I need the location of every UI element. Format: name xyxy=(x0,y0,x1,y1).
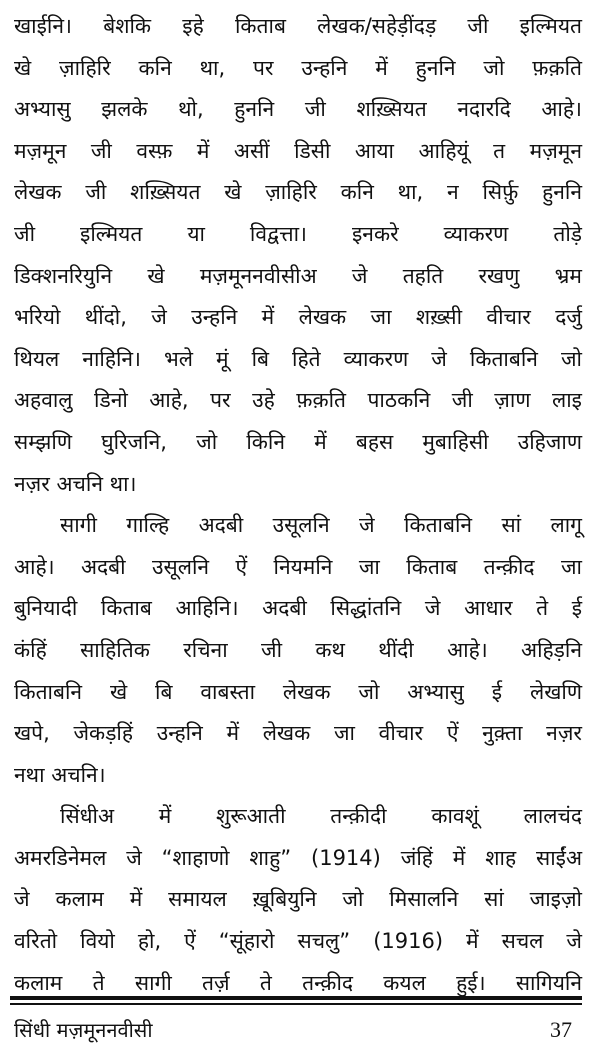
text-line: नथा अचनि। xyxy=(14,762,106,787)
text-line: सम्झणि घुरिजनि, जो किनि में बहस मुबाहिसी उहिजाण xyxy=(14,429,582,454)
text-line: खे ज़ाहिरि कनि था, पर उन्हनि में हुननि जो फ़क़ति xyxy=(14,55,582,80)
footer-rule-thin xyxy=(10,1003,582,1005)
paragraph xyxy=(14,505,582,796)
page-number: 37 xyxy=(550,1017,572,1042)
text-line: खपे, जेकड़हिं उन्हनि में लेखक जा वीचार ऐं नुक़्ता नज़र xyxy=(14,721,582,746)
paragraph xyxy=(14,6,582,505)
text-line: बुनियादी किताब आहिनि। अदबी सिद्धांतनि जे आधार ते ई xyxy=(14,596,582,621)
text-line: जी इल्मियत या विद्वत्ता। इनकरे व्याकरण तोड़े xyxy=(14,221,582,246)
text-line: जे कलाम में समायल ख़ूबियुनि जो मिसालनि सां जाइज़ो xyxy=(14,887,582,912)
text-line: मज़मून जी वस्फ़ में असीं डिसी आया आहियूं त मज़मून xyxy=(14,138,582,163)
running-footer-title: सिंधी मज़मूननवीसी xyxy=(14,1018,153,1042)
text-line: वरितो वियो हो, ऐं “सूंहारो सचलु” (1916) में सचल जे xyxy=(14,929,582,954)
paragraph xyxy=(14,796,582,1004)
text-line: लेखक जी शख़्सियत खे ज़ाहिरि कनि था, न सिर्फ़ु हुननि xyxy=(14,180,582,205)
text-line: अहवालु डिनो आहे, पर उहे फ़क़ति पाठकनि जी ज़ाण लाइ xyxy=(14,388,582,413)
text-line: सिंधीअ में शुरूआती तन्क़ीदी कावशूं लालचंद xyxy=(60,804,582,829)
text-line: खाईनि। बेशकि इहे किताब लेखक/सहेड़ींदड़ जी इल्मियत xyxy=(14,14,582,38)
text-line: कलाम ते सागी तर्ज़ ते तन्क़ीद कयल हुई। सागियनि xyxy=(14,970,582,995)
text-line: अभ्यासु झलके थो, हुननि जी शख़्सियत नदारदि आहे। xyxy=(14,97,582,122)
text-line: नज़र अचनि था। xyxy=(14,471,137,496)
text-line: अमरडिनेमल जे “शाहाणो शाहु” (1914) जंहिं में शाह साईंअ xyxy=(14,845,582,870)
text-line: किताबनि खे बि वाबस्ता लेखक जो अभ्यासु ई लेखणि xyxy=(14,679,582,704)
page-body xyxy=(14,6,582,1004)
text-line: थियल नाहिनि। भले मूं बि हिते व्याकरण जे किताबनि जो xyxy=(14,346,582,371)
text-line: आहे। अदबी उसूलनि ऐं नियमनि जा किताब तन्क़ीद जा xyxy=(14,554,582,579)
footer-rule-thick xyxy=(10,996,582,1000)
text-line: सागी गाल्हि अदबी उसूलनि जे किताबनि सां लागू xyxy=(60,513,582,538)
text-line: भरियो थींदो, जे उन्हनि में लेखक जा शख़्सी वीचार दर्जु xyxy=(14,305,582,330)
text-line: डिक्शनरियुनि खे मज़मूननवीसीअ जे तहति रखणु भ्रम xyxy=(14,263,582,288)
text-line: कंहिं साहितिक रचिना जी कथ थींदी आहे। अहिड़नि xyxy=(14,637,582,662)
